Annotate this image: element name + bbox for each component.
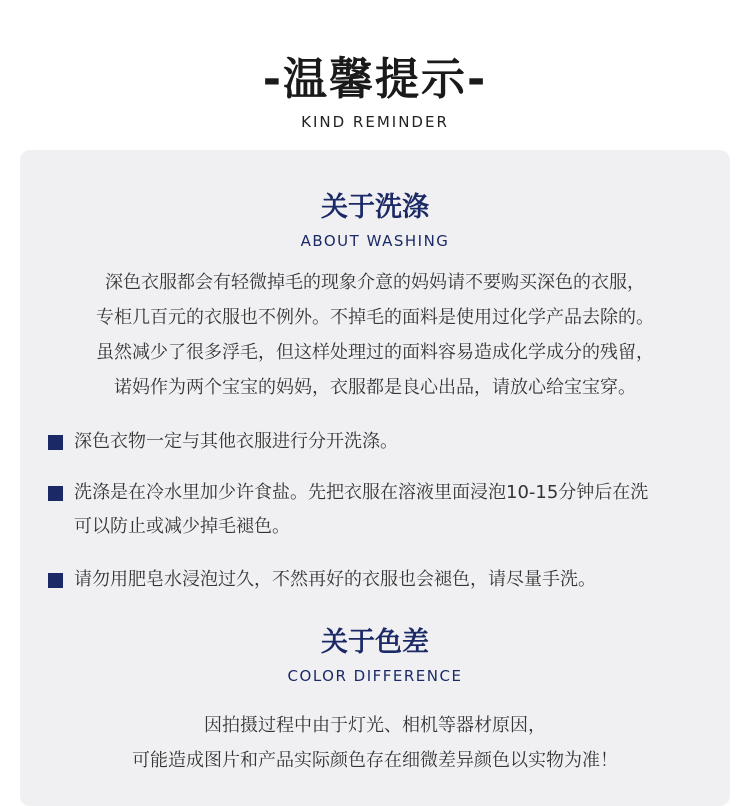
page-subtitle: KIND REMINDER: [301, 113, 449, 131]
washing-paragraph-line: 专柜几百元的衣服也不例外。不掉毛的面料是使用过化学产品去除的。: [96, 307, 654, 328]
bullet-square-icon: [48, 573, 63, 588]
washing-tip-line: 可以防止或减少掉毛褪色。: [74, 516, 290, 537]
washing-paragraph-line: 深色衣服都会有轻微掉毛的现象介意的妈妈请不要购买深色的衣服，: [105, 272, 645, 293]
washing-tip-line: 深色衣物一定与其他衣服进行分开洗涤。: [74, 431, 398, 452]
color-paragraph-line: 可能造成图片和产品实际颜色存在细微差异颜色以实物为准！: [132, 750, 618, 771]
bullet-square-icon: [48, 486, 63, 501]
washing-tip: [48, 425, 708, 459]
color-paragraph: [20, 708, 730, 778]
washing-paragraph-line: 诺妈作为两个宝宝的妈妈，衣服都是良心出品，请放心给宝宝穿。: [114, 377, 636, 398]
page-title: -温馨提示-: [262, 54, 488, 105]
washing-paragraph-line: 虽然减少了很多浮毛，但这样处理过的面料容易造成化学成分的残留，: [96, 342, 654, 363]
color-title: 关于色差: [321, 627, 429, 658]
washing-subtitle: ABOUT WASHING: [300, 232, 450, 250]
color-subtitle: COLOR DIFFERENCE: [287, 667, 463, 685]
washing-tip-line: 请勿用肥皂水浸泡过久，不然再好的衣服也会褪色，请尽量手洗。: [74, 569, 596, 590]
reminder-panel: [20, 150, 730, 806]
bullet-square-icon: [48, 435, 63, 450]
color-paragraph-line: 因拍摄过程中由于灯光、相机等器材原因，: [204, 715, 546, 736]
washing-tip: [48, 563, 708, 597]
header: [0, 50, 750, 132]
washing-tip: [48, 476, 708, 544]
washing-paragraph: [20, 265, 730, 405]
washing-tip-line: 洗涤是在冷水里加少许食盐。先把衣服在溶液里面浸泡10-15分钟后在洗: [74, 482, 649, 503]
washing-title: 关于洗涤: [321, 192, 429, 223]
